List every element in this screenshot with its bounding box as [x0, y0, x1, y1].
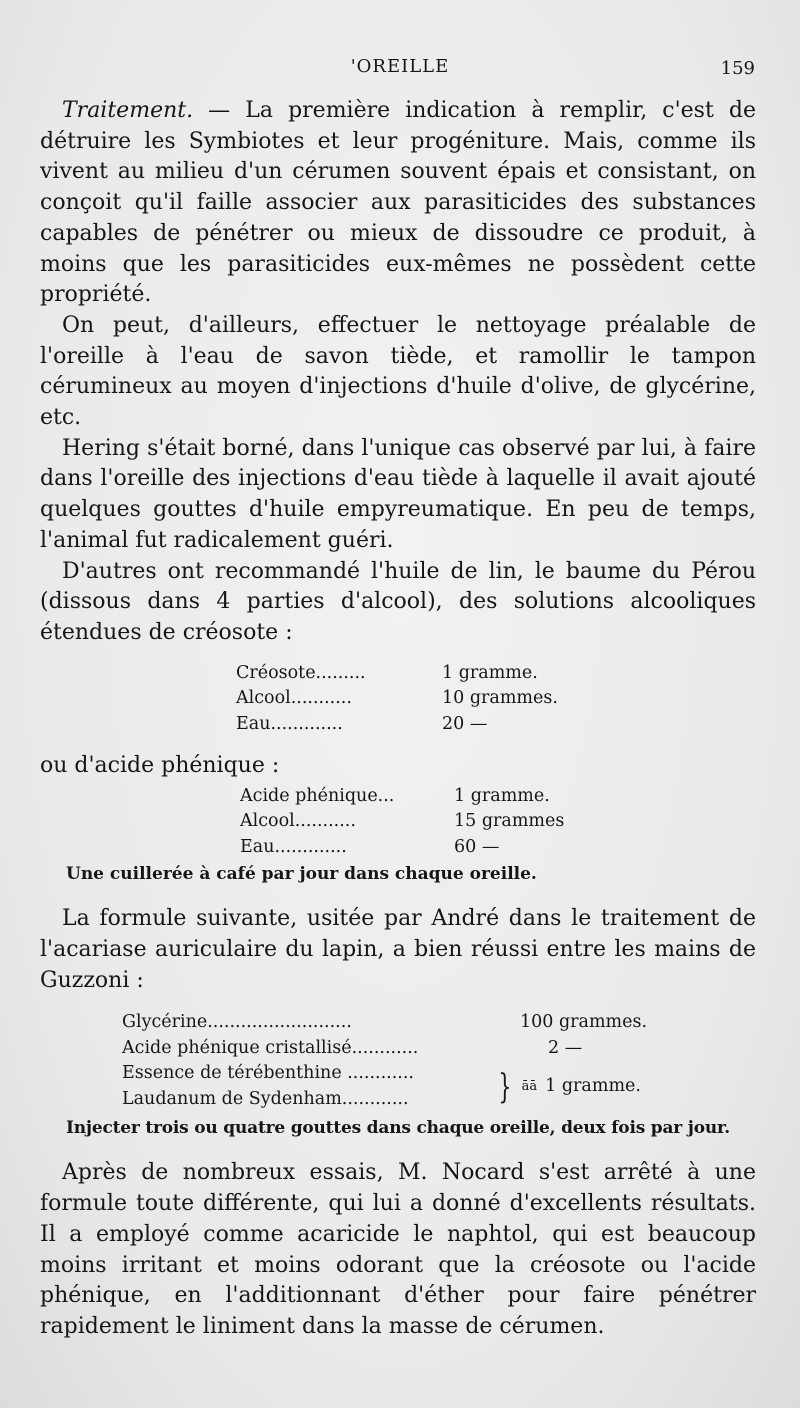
formula-note: Une cuillerée à café par jour dans chaque oreille. [66, 864, 537, 885]
ingredient-name: Acide phénique... [240, 785, 395, 806]
ingredient-quantity: 2 — [548, 1037, 583, 1058]
page-header [40, 56, 760, 84]
page-number: 159 [720, 58, 755, 79]
formula-creosote [236, 661, 756, 738]
paragraph-andre: La formule suivante, usitée par André dans le traitement de l'acariase auriculaire du lapin, a bien réussi entre les mains de Guzzoni : [40, 906, 756, 993]
paragraph-treatment [40, 96, 756, 311]
braced-ingredients [122, 1061, 756, 1112]
formula-row [236, 661, 756, 687]
ingredient-name: Acide phénique cristallisé............ [122, 1037, 419, 1058]
formula-row [236, 712, 756, 738]
ingredient-name: Créosote......... [236, 662, 366, 683]
formula-note: Injecter trois ou quatre gouttes dans chaque oreille, deux fois par jour. [66, 1118, 730, 1139]
ingredient-name: Eau............. [236, 713, 343, 734]
ingredient-name: Glycérine.......................... [122, 1012, 352, 1033]
ingredient-quantity: 1 gramme. [545, 1076, 641, 1097]
ana-marker: āā [521, 1079, 538, 1095]
formula-row [240, 784, 756, 810]
formula-row [122, 1087, 494, 1113]
ingredient-name: Alcool........... [236, 688, 352, 709]
ingredient-name: Alcool........... [240, 811, 356, 832]
formula-phenic [240, 784, 756, 861]
ingredient-name: Laudanum de Sydenham............ [122, 1088, 409, 1109]
brace-symbol: } [498, 1066, 512, 1107]
paragraph-phenic: ou d'acide phénique : [40, 753, 280, 779]
formula-row [122, 1061, 494, 1087]
ingredient-quantity: 10 grammes. [442, 688, 558, 709]
formula-row [122, 1010, 756, 1036]
ingredient-quantity: 15 grammes [454, 811, 565, 832]
ingredient-quantity: 100 grammes. [520, 1012, 648, 1033]
ingredient-quantity: 20 — [442, 713, 488, 734]
running-title: 'OREILLE [350, 56, 450, 77]
formula-row [122, 1036, 756, 1062]
braced-lines [122, 1061, 494, 1112]
ingredient-quantity: 1 gramme. [442, 662, 538, 683]
ingredient-name: Eau............. [240, 836, 347, 857]
formula-andre [122, 1010, 756, 1112]
paragraph-nocard: Après de nombreux essais, M. Nocard s'est arrêté à une formule toute différente, qui lui a donné d'excellents résultats. Il a employé comme acaricide le naphtol, qui est beaucoup moins irritant et moins odorant que la créosote ou l'acide phénique, en l'additionnant d'éther pour faire pénétrer rapidement le liniment dans la masse de cérumen. [40, 1160, 756, 1339]
formula-row [240, 835, 756, 861]
page-body [40, 96, 756, 1343]
ingredient-name: Essence de térébenthine ............ [122, 1063, 414, 1084]
paragraph-hering: Hering s'était borné, dans l'unique cas observé par lui, à faire dans l'oreille des injections d'eau tiède à laquelle il avait ajouté quelques gouttes d'huile empyreumatique. En peu de temps, l'animal fut radicalement guéri. [40, 435, 756, 553]
paragraph-text: — La première indication à remplir, c'est de détruire les Symbiotes et leur progéniture. Mais, comme ils vivent au milieu d'un cérumen souvent épais et consistant, on conçoit qu'il faille associer aux parasiticides des substances capables de pénétrer ou mieux de dissoudre ce produit, à moins que les parasiticides eux-mêmes ne possèdent cette propriété. [40, 98, 756, 308]
paragraph-others: D'autres ont recommandé l'huile de lin, le baume du Pérou (dissous dans 4 parties d'alcool), des solutions alcooliques étendues de créosote : [40, 558, 756, 645]
formula-row [236, 686, 756, 712]
ingredient-quantity: 60 — [454, 836, 500, 857]
formula-row [240, 809, 756, 835]
paragraph-cleaning: On peut, d'ailleurs, effectuer le nettoyage préalable de l'oreille à l'eau de savon tiède, et ramollir le tampon cérumineux au moyen d'injections d'huile d'olive, de glycérine, etc. [40, 312, 756, 431]
ingredient-quantity: 1 gramme. [454, 785, 550, 806]
section-heading: Traitement. [62, 98, 194, 123]
